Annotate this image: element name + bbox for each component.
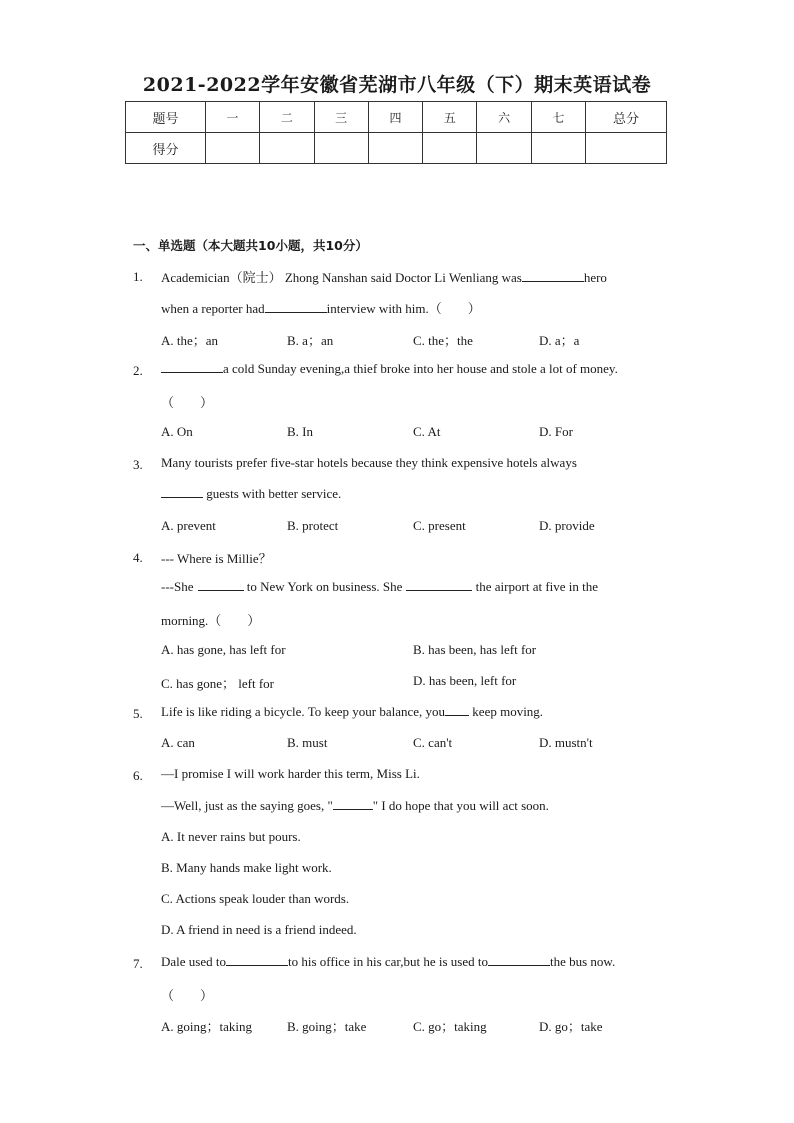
question-paren: （ ）: [161, 988, 214, 1003]
option-a[interactable]: A. It never rains but pours.: [161, 829, 301, 844]
option-a[interactable]: A. prevent: [161, 518, 216, 533]
score-table-header-cell: 五: [423, 102, 477, 133]
score-table-header-cell: 七: [531, 102, 585, 133]
question-text: morning.（ ）: [161, 613, 261, 628]
question-text: Life is like riding a bicycle. To keep your balance, you: [161, 704, 446, 719]
score-table-header-row: [126, 102, 667, 133]
option-a[interactable]: A. going；taking: [161, 1019, 252, 1034]
score-cell[interactable]: [586, 133, 667, 164]
score-cell[interactable]: [531, 133, 585, 164]
exam-title: 2021-2022学年安徽省芜湖市八年级（下）期末英语试卷: [142, 74, 652, 96]
score-table-header-cell: 六: [477, 102, 531, 133]
question-number: 1.: [133, 269, 143, 284]
question-paren: （ ）: [161, 395, 214, 410]
question-text-line: [161, 486, 341, 502]
option-b[interactable]: B. must: [287, 735, 328, 750]
score-table-header-cell: 三: [314, 102, 368, 133]
section-note: （本大题共: [195, 238, 259, 253]
question-text: a cold Sunday evening,a thief broke into her house and stole a lot of money.: [223, 361, 618, 376]
question-text-line: [161, 455, 577, 471]
option-a[interactable]: A. the；an: [161, 333, 219, 348]
question-number: 5.: [133, 706, 143, 721]
answer-blank: [333, 798, 373, 810]
question-text: keep moving.: [469, 704, 544, 719]
score-cell[interactable]: [368, 133, 422, 164]
question-text: the airport at five in the: [472, 579, 599, 594]
option-b[interactable]: B. protect: [287, 518, 339, 533]
score-cell[interactable]: [423, 133, 477, 164]
question-number: 7.: [133, 956, 143, 971]
question-number: 4.: [133, 550, 143, 565]
option-c[interactable]: C. At: [413, 424, 441, 439]
question-text-line: [161, 704, 543, 720]
question-text-line: [161, 985, 213, 1004]
option-c[interactable]: C. go；taking: [413, 1019, 487, 1034]
option-c[interactable]: C. present: [413, 518, 466, 533]
answer-blank: [226, 954, 288, 966]
score-table-score-row: [126, 133, 667, 164]
question-text: to New York on business. She: [243, 579, 403, 594]
question-text-line: [161, 766, 420, 782]
option-d[interactable]: D. provide: [539, 518, 595, 533]
answer-blank: [198, 579, 244, 591]
question-text: to his office in his car,but he is used to: [287, 954, 488, 969]
score-table-header-cell: 一: [205, 102, 259, 133]
option-b[interactable]: B. In: [287, 424, 313, 439]
option-d[interactable]: D. go；take: [539, 1019, 603, 1034]
question-text: Academician（院士） Zhong Nanshan said Doctor Li Wenliang was: [161, 270, 522, 285]
section-label: 一、单选题: [133, 238, 196, 253]
score-row-label: 得分: [126, 133, 206, 164]
question-number: 6.: [133, 768, 143, 783]
question-text-line: [161, 361, 618, 377]
option-d[interactable]: D. For: [539, 424, 573, 439]
option-c[interactable]: C. has gone； left for: [161, 676, 275, 691]
option-c[interactable]: C. Actions speak louder than words.: [161, 891, 350, 906]
question-text: guests with better service.: [203, 486, 342, 501]
option-d[interactable]: D. A friend in need is a friend indeed.: [161, 922, 357, 937]
question-number: 3.: [133, 457, 143, 472]
section-note2: 小题，共: [275, 238, 326, 253]
question-text: —I promise I will work harder this term, Miss Li.: [161, 766, 420, 781]
option-b[interactable]: B. Many hands make light work.: [161, 860, 332, 875]
section-heading: [133, 236, 368, 254]
question-text: —Well, just as the saying goes, ": [161, 798, 333, 813]
answer-blank: [488, 954, 550, 966]
question-text: --- Where is Millie？: [161, 551, 272, 566]
option-b[interactable]: B. going；take: [287, 1019, 367, 1034]
section-note3: 分）: [342, 238, 368, 253]
question-text-line: [161, 298, 481, 317]
answer-blank: [161, 486, 203, 498]
option-d[interactable]: D. mustn't: [539, 735, 593, 750]
answer-blank: [161, 361, 223, 373]
question-number: 2.: [133, 363, 143, 378]
question-text-line: [161, 548, 272, 567]
option-b[interactable]: B. a；an: [287, 333, 334, 348]
answer-blank: [265, 301, 327, 313]
option-c[interactable]: C. the；the: [413, 333, 473, 348]
score-cell[interactable]: [260, 133, 314, 164]
section-points: 10: [325, 238, 343, 253]
answer-blank: [522, 270, 584, 282]
question-text: ---She: [161, 579, 194, 594]
question-text: Dale used to: [161, 954, 226, 969]
option-a[interactable]: A. has gone, has left for: [161, 642, 286, 657]
question-text-line: [161, 610, 260, 629]
question-text-line: [161, 392, 213, 411]
option-a[interactable]: A. can: [161, 735, 195, 750]
question-text-line: [161, 267, 607, 286]
answer-blank: [445, 704, 469, 716]
score-cell[interactable]: [477, 133, 531, 164]
score-cell[interactable]: [314, 133, 368, 164]
question-text: the bus now.: [549, 954, 616, 969]
section-count: 10: [258, 238, 276, 253]
question-text-line: [161, 954, 615, 970]
option-d[interactable]: D. has been, left for: [413, 673, 517, 688]
question-text: interview with him.（ ）: [326, 301, 481, 316]
question-text: " I do hope that you will act soon.: [372, 798, 549, 813]
option-c[interactable]: C. can't: [413, 735, 453, 750]
score-table-header-cell: 总分: [586, 102, 667, 133]
question-text: hero: [583, 270, 607, 285]
question-text-line: [161, 579, 598, 595]
option-a[interactable]: A. On: [161, 424, 193, 439]
option-d[interactable]: D. a；a: [539, 333, 580, 348]
answer-blank: [406, 579, 472, 591]
score-table-header-cell: 题号: [126, 102, 206, 133]
option-b[interactable]: B. has been, has left for: [413, 642, 537, 657]
score-table: [125, 101, 667, 164]
question-text: when a reporter had: [161, 301, 265, 316]
score-table-header-cell: 二: [260, 102, 314, 133]
score-cell[interactable]: [205, 133, 259, 164]
question-text: Many tourists prefer five-star hotels because they think expensive hotels always: [161, 455, 577, 470]
score-table-header-cell: 四: [368, 102, 422, 133]
question-text-line: [161, 798, 549, 814]
